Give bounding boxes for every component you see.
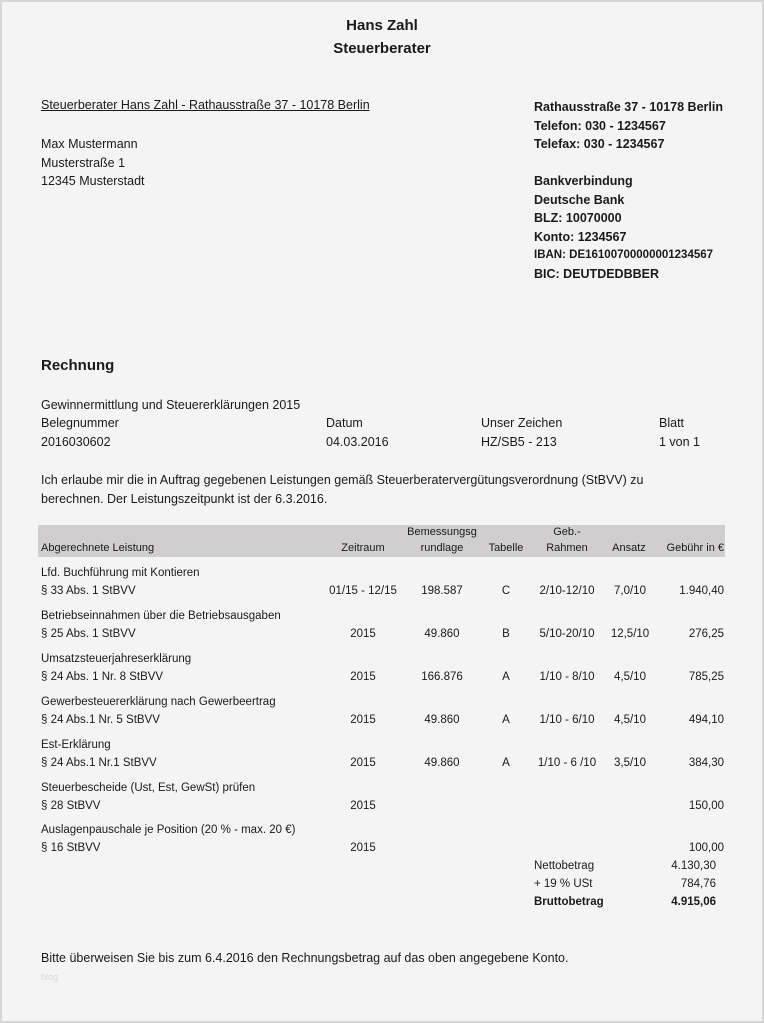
invoice-number-value: 2016030602 — [41, 435, 111, 449]
service-fee: 150,00 — [688, 800, 724, 812]
service-basis: 198.587 — [421, 585, 463, 597]
service-table: C — [501, 585, 511, 597]
bank-name: Deutsche Bank — [534, 192, 625, 207]
service-basis: 49.860 — [424, 714, 460, 726]
service-rate: 4,5/10 — [614, 714, 646, 726]
service-range: 1/10 - 6/10 — [539, 714, 595, 726]
col-rate: Ansatz — [612, 542, 646, 554]
service-table: A — [502, 757, 510, 769]
service-period: 2015 — [350, 671, 376, 683]
table-row — [38, 567, 725, 609]
service-name: Auslagenpauschale je Position (20 % - max. 20 €) — [41, 824, 296, 836]
service-rate: 7,0/10 — [614, 585, 646, 597]
recipient-name: Max Mustermann — [41, 137, 138, 151]
service-law: § 16 StBVV — [41, 842, 101, 854]
bank-heading: Bankverbindung — [534, 174, 633, 188]
col-basis-line1: Bemessungsg — [407, 526, 477, 538]
col-table: Tabelle — [488, 542, 524, 554]
col-basis-line2: rundlage — [420, 542, 464, 554]
service-fee: 1.940,40 — [679, 585, 724, 597]
letterhead-name: Hans Zahl — [346, 17, 418, 34]
service-law: § 24 Abs.1 Nr.1 StBVV — [41, 757, 157, 769]
contact-phone: Telefon: 030 - 1234567 — [534, 118, 666, 133]
letterhead-profession: Steuerberater — [333, 40, 431, 57]
col-basis — [402, 524, 482, 556]
net-label: Nettobetrag — [534, 860, 595, 872]
table-row — [38, 653, 725, 695]
watermark: blog — [41, 972, 59, 982]
service-fee: 276,25 — [688, 628, 724, 640]
col-fee: Gebühr in € — [666, 542, 724, 554]
service-period: 2015 — [350, 800, 376, 812]
invoice-subject: Gewinnermittlung und Steuererklärungen 2015 — [41, 398, 301, 412]
service-range: 1/10 - 8/10 — [539, 671, 595, 683]
service-fee: 384,30 — [688, 757, 724, 769]
table-row — [38, 696, 725, 738]
contact-address: Rathausstraße 37 - 10178 Berlin — [534, 100, 723, 114]
invoice-sheet-label: Blatt — [659, 416, 685, 430]
service-name: Lfd. Buchführung mit Kontieren — [41, 567, 200, 579]
service-range: 5/10-20/10 — [539, 628, 595, 640]
table-row — [38, 782, 725, 824]
service-law: § 33 Abs. 1 StBVV — [41, 585, 136, 597]
recipient-city: 12345 Musterstadt — [41, 174, 145, 188]
service-basis: 49.860 — [424, 757, 460, 769]
intro-line-2: berechnen. Der Leistungszeitpunkt ist der 6.3.2016. — [41, 491, 328, 506]
net-value: 4.130,30 — [671, 860, 716, 872]
col-range-line1: Geb.- — [553, 526, 581, 538]
bank-konto: Konto: 1234567 — [534, 229, 627, 244]
invoice-title: Rechnung — [41, 357, 115, 374]
service-basis: 49.860 — [424, 628, 460, 640]
service-fee: 100,00 — [688, 842, 724, 854]
service-name: Gewerbesteuererklärung nach Gewerbeertrag — [41, 696, 276, 708]
gross-label: Bruttobetrag — [534, 896, 604, 908]
bank-blz: BLZ: 10070000 — [534, 211, 622, 225]
payment-note: Bitte überweisen Sie bis zum 6.4.2016 den Rechnungsbetrag auf das oben angegebene Konto. — [41, 951, 569, 965]
table-row — [38, 824, 725, 866]
table-row — [38, 610, 725, 652]
service-rate: 3,5/10 — [614, 757, 646, 769]
gross-value: 4.915,06 — [671, 896, 716, 908]
invoice-ref-value: HZ/SB5 - 213 — [481, 435, 557, 449]
invoice-intro — [41, 471, 701, 508]
vat-value: 784,76 — [680, 878, 716, 890]
service-law: § 28 StBVV — [41, 800, 101, 812]
service-period: 2015 — [350, 714, 376, 726]
invoice-date-label: Datum — [326, 416, 363, 430]
sender-return-line: Steuerberater Hans Zahl - Rathausstraße 37 - 10178 Berlin — [41, 98, 370, 112]
invoice-number-label: Belegnummer — [41, 416, 119, 430]
invoice-ref-label: Unser Zeichen — [481, 416, 563, 430]
service-name: Steuerbescheide (Ust, Est, GewSt) prüfen — [41, 782, 256, 794]
service-period: 01/15 - 12/15 — [329, 585, 397, 597]
col-range — [535, 524, 599, 556]
service-table: A — [502, 671, 510, 683]
vat-label: + 19 % USt — [534, 878, 593, 890]
contact-fax: Telefax: 030 - 1234567 — [534, 137, 665, 151]
service-range: 1/10 - 6 /10 — [537, 757, 597, 769]
service-table: A — [502, 714, 510, 726]
service-name: Est-Erklärung — [41, 739, 111, 751]
service-rate: 4,5/10 — [614, 671, 646, 683]
service-name: Umsatzsteuerjahreserklärung — [41, 653, 192, 665]
bank-bic: BIC: DEUTDEDBBER — [534, 266, 659, 281]
service-fee: 494,10 — [688, 714, 724, 726]
service-law: § 24 Abs. 1 Nr. 8 StBVV — [41, 671, 164, 683]
service-period: 2015 — [350, 628, 376, 640]
service-name: Betriebseinnahmen über die Betriebsausgaben — [41, 610, 281, 622]
service-table: B — [502, 628, 510, 640]
service-fee: 785,25 — [688, 671, 724, 683]
col-period: Zeitraum — [341, 542, 385, 554]
service-period: 2015 — [350, 842, 376, 854]
table-row — [38, 739, 725, 781]
service-range: 2/10-12/10 — [539, 585, 595, 597]
contact-block — [534, 98, 723, 283]
recipient-address — [41, 135, 145, 191]
bank-iban: IBAN: DE16100700000001234567 — [534, 249, 714, 261]
intro-line-1: Ich erlaube mir die in Auftrag gegebenen Leistungen gemäß Steuerberatervergütungsverordnung (StBVV) zu — [41, 473, 644, 487]
invoice-date-value: 04.03.2016 — [326, 435, 389, 449]
service-law: § 24 Abs.1 Nr. 5 StBVV — [41, 714, 160, 726]
service-basis: 166.876 — [421, 671, 463, 683]
invoice-sheet-value: 1 von 1 — [659, 435, 701, 449]
col-service: Abgerechnete Leistung — [41, 542, 155, 554]
services-table-header — [38, 525, 725, 557]
service-law: § 25 Abs. 1 StBVV — [41, 628, 136, 640]
recipient-street: Musterstraße 1 — [41, 155, 126, 170]
col-range-line2: Rahmen — [546, 542, 588, 554]
service-rate: 12,5/10 — [610, 628, 650, 640]
service-period: 2015 — [350, 757, 376, 769]
